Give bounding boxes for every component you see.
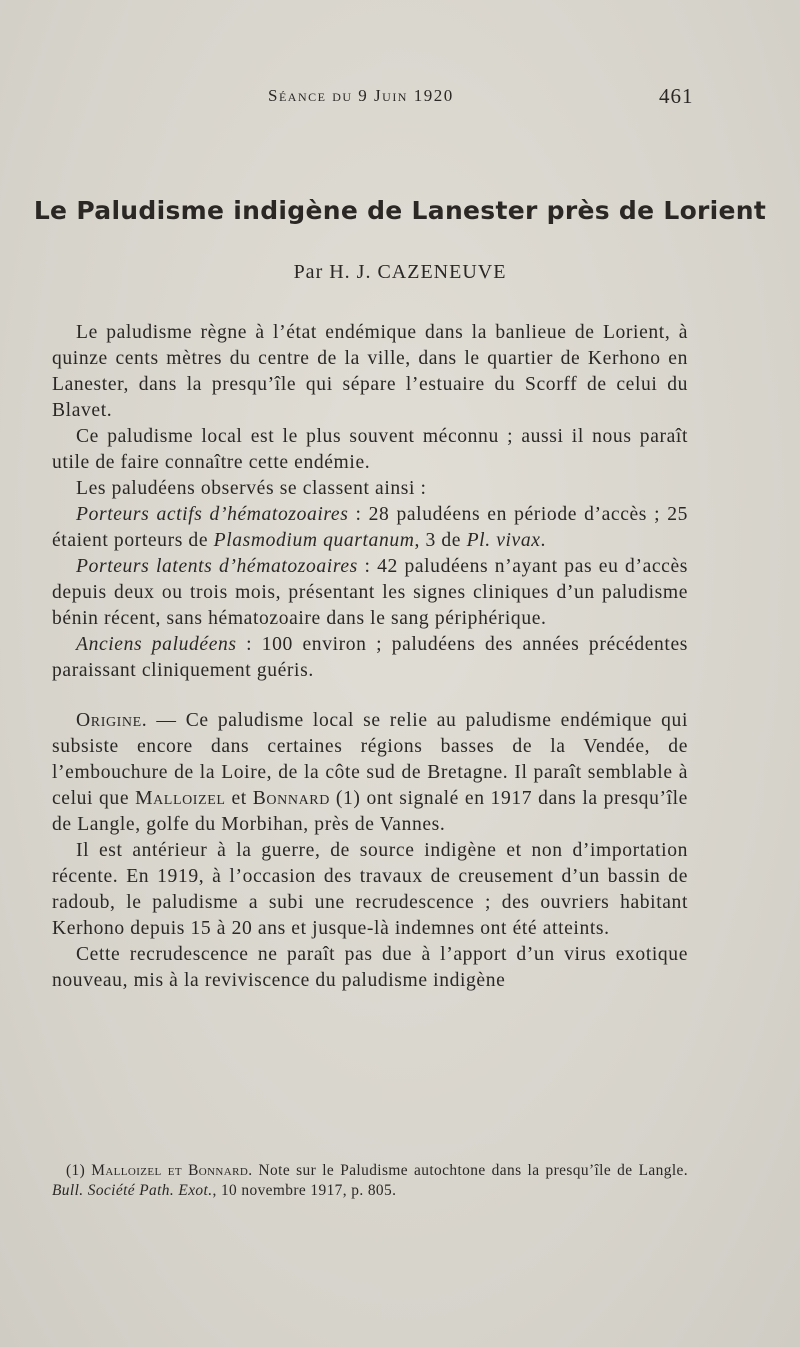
author-name-malloizel: Malloizel (135, 788, 226, 809)
footnote-1: (1) Malloizel et Bonnard. Note sur le Paludisme autochtone dans la presqu’île de Langle. Bull. Société Path. Exot., 10 novembre 1917, p. 805. (52, 1162, 688, 1199)
term-latent-carriers: Porteurs latents d’hématozoaires (76, 556, 358, 577)
footnote (52, 1161, 688, 1201)
paragraph-2: Ce paludisme local est le plus souvent méconnu ; aussi il nous paraît utile de faire connaître cette endémie. (52, 426, 688, 473)
term-active-carriers: Porteurs actifs d’hématozoaires (76, 504, 349, 525)
page-number: 461 (659, 84, 694, 108)
footnote-marker: (1) (66, 1162, 92, 1179)
paragraph-9: Cette recrudescence ne paraît pas due à l’apport d’un virus exotique nouveau, mis à la reviviscence du paludisme indigène (52, 944, 688, 991)
paragraph-7: Origine. — Ce paludisme local se relie au paludisme endémique qui subsiste encore dans certaines régions basses de la Vendée, de l’embouchure de la Loire, de la côte sud de Bretagne. Il paraît semblable à celui que Malloizel et Bonnard (1) ont signalé en 1917 dans la presqu’île de Langle, golfe du Morbihan, près de Vannes. (52, 710, 688, 835)
paragraph-1: Le paludisme règne à l’état endémique dans la banlieue de Lorient, à quinze cents mètres du centre de la ville, dans le quartier de Kerhono en Lanester, dans la presqu’île qui sépare l’estuaire du Scorff de celui du Blavet. (52, 322, 688, 421)
paragraph-6: Anciens paludéens : 100 environ ; paludéens des années précédentes paraissant cliniquement guéris. (52, 634, 688, 681)
article-body (52, 320, 688, 994)
footnote-authors: Malloizel et Bonnard (91, 1162, 249, 1179)
species-quartanum: Plasmodium quartanum (213, 530, 415, 551)
author-name-bonnard: Bonnard (252, 788, 330, 809)
running-title: Séance du 9 Juin 1920 (268, 86, 454, 105)
section-heading-origine: Origine. (76, 710, 148, 731)
paragraph-4: Porteurs actifs d’hématozoaires : 28 paludéens en période d’accès ; 25 étaient porteurs de Plasmodium quartanum, 3 de Pl. vivax. (52, 504, 688, 551)
article-author: Par H. J. CAZENEUVE (293, 261, 507, 283)
footnote-journal: Bull. Société Path. Exot. (52, 1182, 213, 1199)
paragraph-5: Porteurs latents d’hématozoaires : 42 paludéens n’ayant pas eu d’accès depuis deux ou trois mois, présentant les signes cliniques d’un paludisme bénin récent, sans hématozoaire dans le sang périphérique. (52, 556, 688, 629)
paragraph-3: Les paludéens observés se classent ainsi : (76, 478, 427, 499)
species-vivax: Pl. vivax (466, 530, 541, 551)
article-title: Le Paludisme indigène de Lanester près de Lorient (33, 196, 767, 225)
running-header (0, 86, 800, 116)
paragraph-8: Il est antérieur à la guerre, de source indigène et non d’importation récente. En 1919, à l’occasion des travaux de creusement d’un bassin de radoub, le paludisme a subi une recrudescence ; des ouvriers habitant Kerhono depuis 15 à 20 ans et jusque-là indemnes ont été atteints. (52, 840, 688, 939)
term-former-patients: Anciens paludéens (76, 634, 237, 655)
